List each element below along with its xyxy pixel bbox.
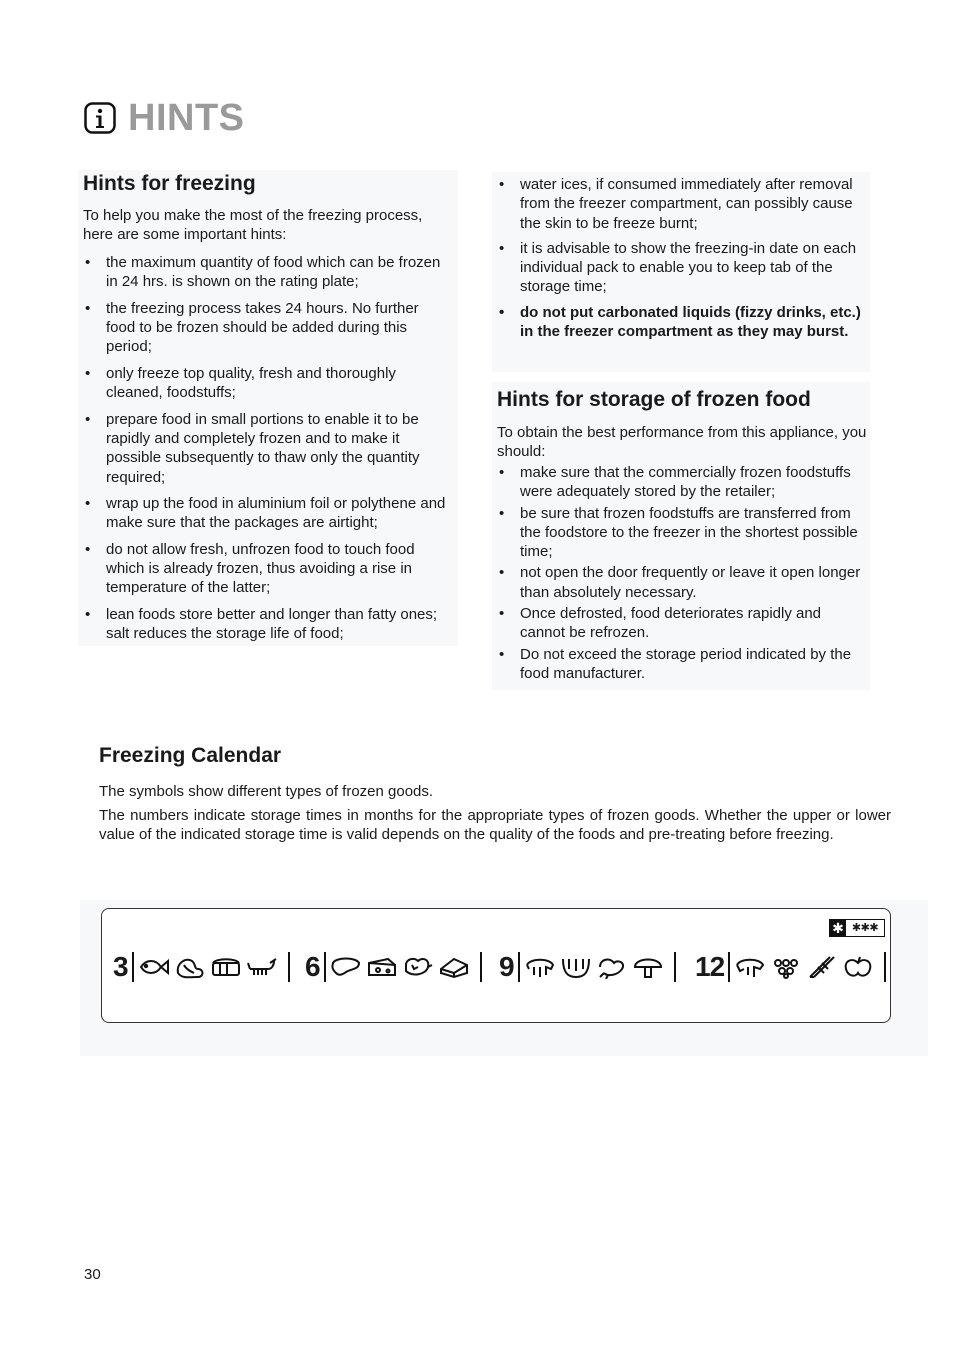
- calendar-text-numbers: The numbers indicate storage times in months for the appropriate types of frozen goods. Whether the upper or lower value of the indicated storage time is valid depends on the quality of the foods and pre-treating before freezing.: [99, 807, 891, 843]
- beef-icon: [734, 955, 766, 979]
- four-star-rating-badge: [829, 919, 885, 937]
- calendar-heading: Freezing Calendar: [99, 744, 282, 767]
- calendar-text-symbols: The symbols show different types of frozen goods.: [99, 783, 434, 800]
- page-number: 30: [84, 1266, 101, 1283]
- divider: [324, 952, 326, 982]
- freezing-calendar-section: [99, 744, 891, 849]
- freezing-heading: Hints for freezing: [83, 172, 256, 195]
- storage-hints-section: [497, 388, 869, 685]
- list-item: • be sure that frozen foodstuffs are transferred from the foodstore to the freezer in the shortest possible time;: [497, 504, 869, 562]
- fish-icon: [138, 955, 170, 979]
- storage-months: 6: [305, 951, 320, 982]
- storage-list: [497, 463, 869, 683]
- divider: [518, 952, 520, 982]
- sausage-icon: [174, 955, 206, 979]
- storage-months: 9: [499, 951, 514, 982]
- divider: [480, 952, 482, 982]
- divider: [288, 952, 290, 982]
- cake-icon: [438, 955, 470, 979]
- list-item: • prepare food in small portions to enable it to be rapidly and completely frozen and to make it possible subsequently to thaw only the quantity required;: [83, 410, 451, 487]
- list-item: • only freeze top quality, fresh and thoroughly cleaned, foodstuffs;: [83, 364, 451, 403]
- freezing-hints-continued: [497, 175, 869, 347]
- meat-cut-icon: [524, 955, 556, 979]
- lean-meat-icon: [330, 955, 362, 979]
- divider: [728, 952, 730, 982]
- freezing-hints-section: [83, 172, 451, 651]
- list-item: • Do not exceed the storage period indicated by the food manufacturer.: [497, 645, 869, 684]
- freezer-star-icon: ✱: [830, 920, 846, 936]
- calendar-group-9-months: [499, 948, 680, 986]
- storage-heading: Hints for storage of frozen food: [497, 388, 811, 411]
- list-item: • wrap up the food in aluminium foil or polythene and make sure that the packages are airtight;: [83, 494, 451, 533]
- storage-months: 12: [695, 951, 725, 982]
- shellfish-icon: [246, 955, 278, 979]
- list-item: • Once defrosted, food deteriorates rapidly and cannot be refrozen.: [497, 604, 869, 643]
- list-item: • the maximum quantity of food which can be frozen in 24 hrs. is shown on the rating plate;: [83, 253, 451, 292]
- pork-icon: [560, 955, 592, 979]
- storage-months: 3: [113, 951, 128, 982]
- warning-list-item: • do not put carbonated liquids (fizzy drinks, etc.) in the freezer compartment as they may burst.: [497, 303, 869, 342]
- storage-intro: To obtain the best performance from this appliance, you should:: [497, 424, 867, 460]
- list-item: • the freezing process takes 24 hours. No further food to be frozen should be added during this period;: [83, 299, 451, 357]
- fruit-icon: [842, 955, 874, 979]
- bread-icon: [210, 955, 242, 979]
- freezing-list: [83, 253, 451, 643]
- info-icon: [84, 102, 116, 134]
- berries-icon: [770, 955, 802, 979]
- calendar-group-3-months: [113, 948, 294, 986]
- calendar-group-6-months: [305, 948, 486, 986]
- freezing-list-continued: [497, 175, 869, 341]
- calendar-group-12-months: [695, 948, 890, 986]
- list-item: • lean foods store better and longer than fatty ones; salt reduces the storage life of food;: [83, 605, 451, 644]
- cheese-icon: [366, 955, 398, 979]
- list-item: • it is advisable to show the freezing-in date on each individual pack to enable you to keep tab of the storage time;: [497, 239, 869, 297]
- three-star-icon: ✱✱✱: [851, 922, 879, 934]
- list-item: • water ices, if consumed immediately after removal from the freezer compartment, can possibly cause the skin to be freeze burnt;: [497, 175, 869, 233]
- divider: [132, 952, 134, 982]
- page-title: HINTS: [128, 97, 245, 139]
- freezing-intro: To help you make the most of the freezing process, here are some important hints:: [83, 207, 423, 243]
- list-item: • make sure that the commercially frozen foodstuffs were adequately stored by the retailer;: [497, 463, 869, 502]
- list-item: • do not allow fresh, unfrozen food to touch food which is already frozen, thus avoiding a rise in temperature of the latter;: [83, 540, 451, 598]
- list-item: • not open the door frequently or leave it open longer than absolutely necessary.: [497, 563, 869, 602]
- vegetables-icon: [806, 955, 838, 979]
- chicken-icon: [596, 955, 628, 979]
- page-header: [84, 96, 245, 140]
- poultry-icon: [402, 955, 434, 979]
- divider: [884, 952, 886, 982]
- divider: [674, 952, 676, 982]
- mushroom-icon: [632, 955, 664, 979]
